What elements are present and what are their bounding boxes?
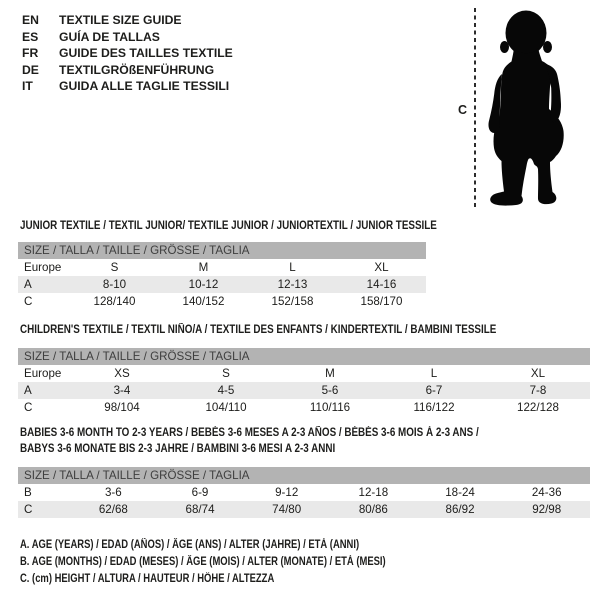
height-measure-line	[474, 8, 476, 207]
children-table-title: CHILDREN'S TEXTILE / TEXTIL NIÑO/A / TEXTILE DES ENFANTS / KINDERTEXTIL / BAMBINI TESSILE	[20, 323, 497, 336]
row-label: C	[24, 295, 33, 308]
language-row	[22, 12, 233, 29]
cell-value: XL	[374, 261, 389, 274]
cell-value: 92/98	[532, 503, 562, 516]
table-row-height	[18, 399, 590, 416]
junior-table-title: JUNIOR TEXTILE / TEXTIL JUNIOR/ TEXTILE JUNIOR / JUNIORTEXTIL / JUNIOR TESSILE	[20, 219, 437, 232]
cell-value: 122/128	[517, 401, 559, 414]
table-row-europe	[18, 365, 590, 382]
row-label: C	[24, 503, 33, 516]
language-code: DE	[22, 62, 39, 77]
size-header-row	[18, 348, 590, 365]
language-code: EN	[22, 13, 39, 27]
row-label: A	[24, 278, 32, 291]
cell-value: M	[198, 261, 209, 274]
toddler-silhouette-icon	[486, 8, 574, 208]
table-row-europe	[18, 259, 426, 276]
babies-table-title	[20, 425, 479, 457]
language-title: GUÍA DE TALLAS	[59, 29, 160, 44]
language-row	[22, 62, 233, 79]
cell-value: 6-9	[191, 486, 209, 499]
size-header-label: SIZE / TALLA / TAILLE / GRÖSSE / TAGLIA	[24, 469, 250, 482]
cell-value: 140/152	[182, 295, 225, 308]
row-label: B	[24, 486, 32, 499]
cell-value: 4-5	[217, 384, 235, 397]
footnotes	[20, 537, 466, 588]
cell-value: 18-24	[445, 486, 475, 499]
table-row-height	[18, 293, 426, 310]
cell-value: 14-16	[366, 278, 397, 291]
cell-value: 62/68	[98, 503, 128, 516]
cell-value: 12-13	[277, 278, 308, 291]
language-row	[22, 29, 233, 46]
cell-value: XS	[114, 367, 130, 380]
language-title: GUIDA ALLE TAGLIE TESSILI	[59, 79, 230, 94]
table-row-age	[18, 276, 426, 293]
footnote-line-c: C. (cm) HEIGHT / ALTURA / HAUTEUR / HÖHE / ALTEZZA	[20, 573, 275, 585]
cell-value: 68/74	[185, 503, 215, 516]
language-code: FR	[22, 46, 39, 61]
table-row-months	[18, 484, 590, 501]
cell-value: L	[289, 261, 296, 274]
cell-value: XL	[530, 367, 546, 380]
cell-value: 158/170	[360, 295, 403, 308]
size-header-label: SIZE / TALLA / TAILLE / GRÖSSE / TAGLIA	[24, 244, 250, 257]
cell-value: S	[110, 261, 119, 274]
junior-size-table	[18, 242, 426, 310]
cell-value: M	[325, 367, 335, 380]
size-header-row	[18, 242, 426, 259]
language-title-list	[22, 12, 233, 95]
cell-value: 3-6	[104, 486, 122, 499]
cell-value: 9-12	[275, 486, 299, 499]
babies-size-table	[18, 467, 590, 518]
cell-value: 10-12	[188, 278, 219, 291]
language-row	[22, 45, 233, 62]
row-label: Europe	[24, 261, 62, 274]
cell-value: 5-6	[321, 384, 339, 397]
language-title: GUIDE DES TAILLES TEXTILE	[59, 46, 233, 61]
size-header-label: SIZE / TALLA / TAILLE / GRÖSSE / TAGLIA	[24, 350, 250, 363]
cell-value: 6-7	[425, 384, 443, 397]
cell-value: S	[222, 367, 230, 380]
cell-value: 24-36	[531, 486, 562, 499]
language-title: TEXTILGRÖßENFÜHRUNG	[59, 62, 215, 77]
footnote-line-a: A. AGE (YEARS) / EDAD (AÑOS) / ÂGE (ANS) / ALTER (JAHRE) / ETÀ (ANNI)	[20, 539, 360, 551]
language-code: ES	[22, 29, 39, 44]
cell-value: 86/92	[445, 503, 475, 516]
footnote-line-b: B. AGE (MONTHS) / EDAD (MESES) / ÂGE (MOIS) / ALTER (MONATE) / ETÀ (MESI)	[20, 556, 386, 568]
size-header-row	[18, 467, 590, 484]
cell-value: 80/86	[358, 503, 388, 516]
babies-title-line2: BABYS 3-6 MONATE BIS 2-3 JAHRE / BAMBINI 3-6 MESI A 2-3 ANNI	[20, 442, 336, 455]
table-row-height	[18, 501, 590, 518]
language-title: TEXTILE SIZE GUIDE	[59, 13, 182, 27]
cell-value: 110/116	[309, 401, 351, 414]
table-row-age	[18, 382, 590, 399]
language-code: IT	[22, 79, 33, 94]
cell-value: 3-4	[113, 384, 131, 397]
row-label: Europe	[24, 367, 62, 380]
cell-value: L	[430, 367, 438, 380]
height-measure-label: C	[458, 103, 468, 117]
cell-value: 7-8	[529, 384, 547, 397]
cell-value: 98/104	[104, 401, 140, 414]
cell-value: 128/140	[93, 295, 136, 308]
babies-title-line1: BABIES 3-6 MONTH TO 2-3 YEARS / BEBÉS 3-6 MESES A 2-3 AÑOS / BÉBÉS 3-6 MOIS À 2-3 ANS /	[20, 426, 479, 439]
row-label: C	[24, 401, 33, 414]
cell-value: 104/110	[205, 401, 247, 414]
cell-value: 116/122	[413, 401, 455, 414]
cell-value: 74/80	[272, 503, 302, 516]
cell-value: 8-10	[102, 278, 127, 291]
language-row	[22, 78, 233, 95]
cell-value: 152/158	[271, 295, 314, 308]
cell-value: 12-18	[358, 486, 389, 499]
children-size-table	[18, 348, 590, 416]
row-label: A	[24, 384, 32, 397]
